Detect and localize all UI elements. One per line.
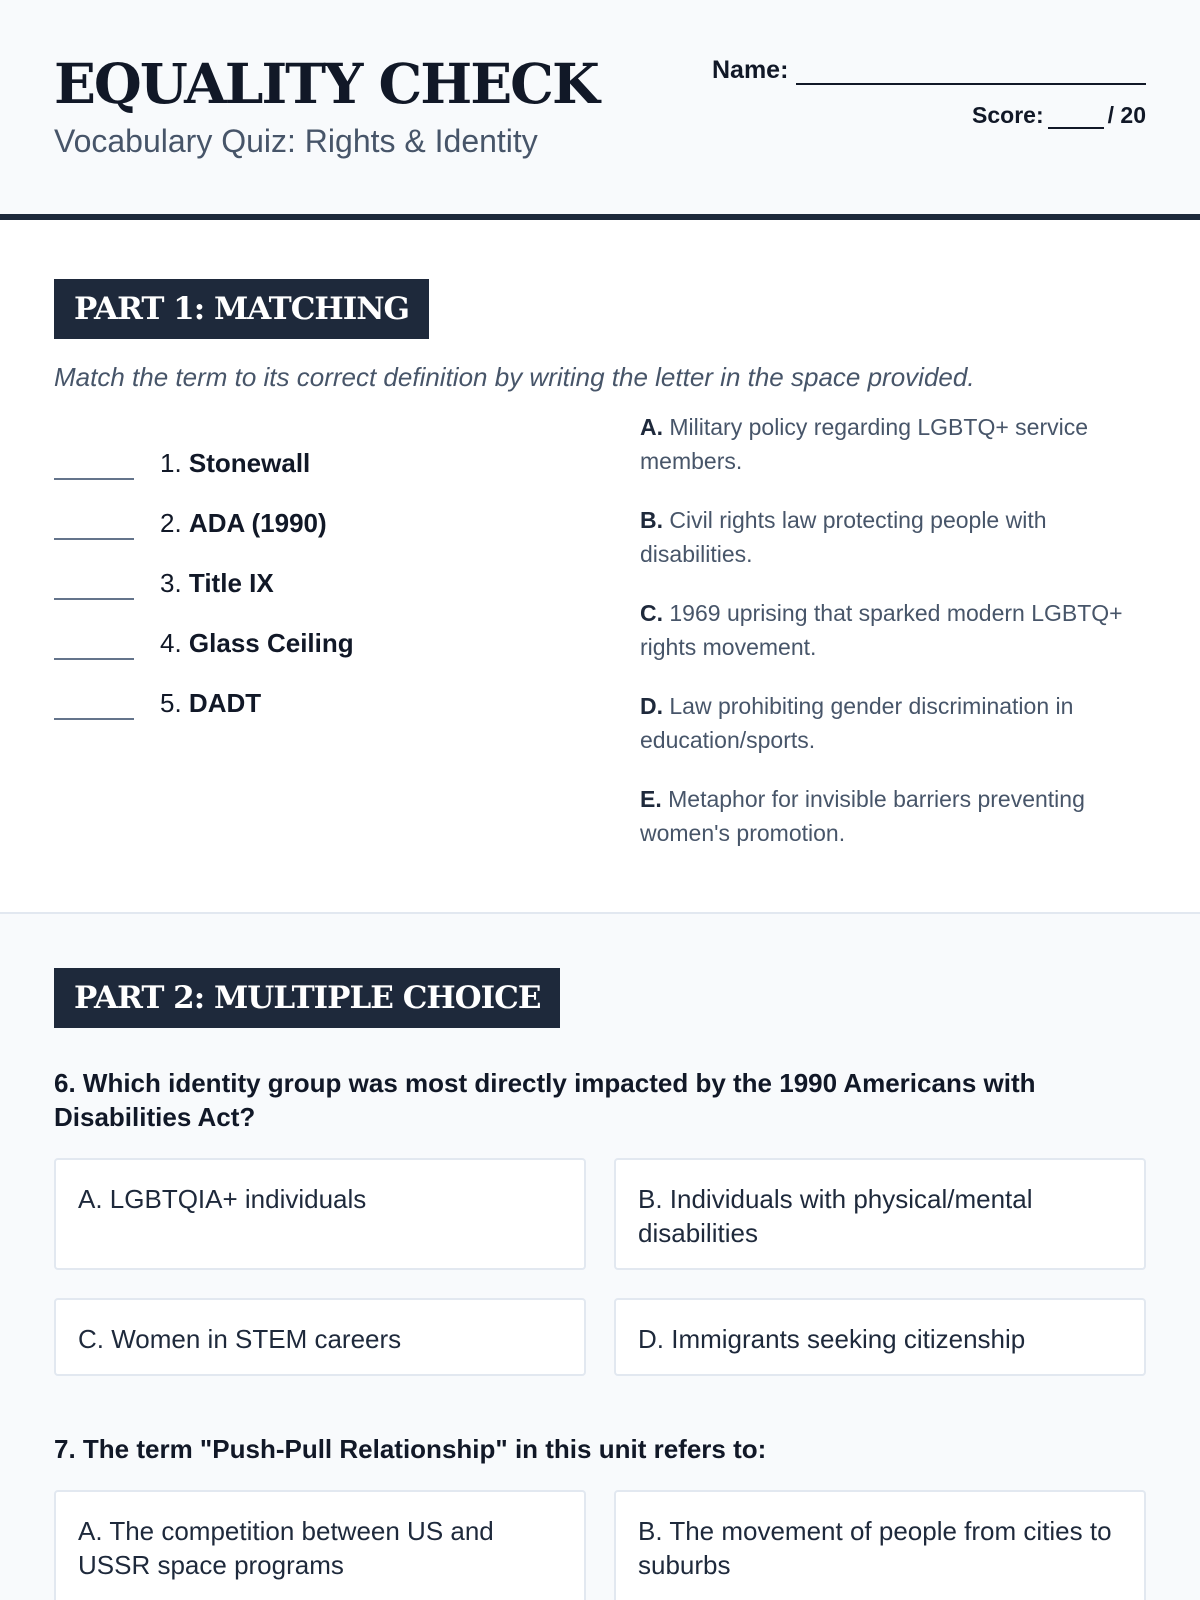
term-name: DADT xyxy=(188,688,262,718)
definition-list xyxy=(640,410,1150,875)
term-item xyxy=(54,480,354,540)
definition-item xyxy=(640,503,1150,571)
name-field[interactable] xyxy=(712,56,1146,85)
term-item xyxy=(54,540,354,600)
definition-item xyxy=(640,410,1150,478)
definition-letter: B. xyxy=(640,507,663,533)
question-7: 7. The term "Push-Pull Relationship" in this unit refers to: xyxy=(54,1434,767,1464)
definition-letter: D. xyxy=(640,693,663,719)
answer-option[interactable]: D. Immigrants seeking citizenship xyxy=(614,1298,1146,1376)
term-item xyxy=(54,660,354,720)
answer-option[interactable]: B. The movement of people from cities to suburbs xyxy=(614,1490,1146,1600)
score-total: / 20 xyxy=(1107,102,1146,128)
definition-text: Metaphor for invisible barriers preventing women's promotion. xyxy=(640,786,1085,846)
score-label: Score: xyxy=(972,102,1044,128)
term-name: Stonewall xyxy=(188,448,311,478)
quiz-subtitle: Vocabulary Quiz: Rights & Identity xyxy=(54,123,538,159)
part2-multiple-choice-section xyxy=(0,914,1200,1598)
part1-heading: PART 1: MATCHING xyxy=(54,279,429,339)
definition-text: 1969 uprising that sparked modern LGBTQ+ rights movement. xyxy=(640,600,1123,660)
definition-letter: A. xyxy=(640,414,663,440)
part2-heading: PART 2: MULTIPLE CHOICE xyxy=(54,968,560,1028)
quiz-header xyxy=(0,0,1200,220)
term-number: 4. xyxy=(160,628,182,658)
answer-blank[interactable] xyxy=(54,686,134,720)
term-name: ADA (1990) xyxy=(188,508,327,538)
score-blank[interactable] xyxy=(1048,107,1104,129)
definition-item xyxy=(640,596,1150,664)
name-label: Name: xyxy=(712,56,789,84)
name-blank[interactable] xyxy=(796,61,1146,85)
answer-blank[interactable] xyxy=(54,566,134,600)
term-list xyxy=(54,420,354,720)
answer-option[interactable]: C. Women in STEM careers xyxy=(54,1298,586,1376)
answer-blank[interactable] xyxy=(54,446,134,480)
definition-text: Civil rights law protecting people with disabilities. xyxy=(640,507,1047,567)
answer-option[interactable]: A. The competition between US and USSR space programs xyxy=(54,1490,586,1600)
term-item xyxy=(54,420,354,480)
definition-text: Law prohibiting gender discrimination in education/sports. xyxy=(640,693,1074,753)
term-number: 2. xyxy=(160,508,182,538)
term-item xyxy=(54,600,354,660)
definition-text: Military policy regarding LGBTQ+ service members. xyxy=(640,414,1089,474)
question-6: 6. Which identity group was most directly impacted by the 1990 Americans with Disabilities Act? xyxy=(54,1068,1036,1132)
term-name: Title IX xyxy=(188,568,274,598)
definition-item xyxy=(640,689,1150,757)
definition-letter: E. xyxy=(640,786,662,812)
answer-option[interactable]: B. Individuals with physical/mental disabilities xyxy=(614,1158,1146,1270)
term-number: 5. xyxy=(160,688,182,718)
term-number: 3. xyxy=(160,568,182,598)
score-field xyxy=(972,102,1146,129)
quiz-title: EQUALITY CHECK xyxy=(54,51,598,116)
answer-option[interactable]: A. LGBTQIA+ individuals xyxy=(54,1158,586,1270)
part1-matching-section xyxy=(0,220,1200,914)
definition-item xyxy=(640,782,1150,850)
answer-blank[interactable] xyxy=(54,506,134,540)
term-number: 1. xyxy=(160,448,182,478)
definition-letter: C. xyxy=(640,600,663,626)
term-name: Glass Ceiling xyxy=(188,628,354,658)
part1-instructions: Match the term to its correct definition by writing the letter in the space provided. xyxy=(54,362,975,392)
answer-blank[interactable] xyxy=(54,626,134,660)
